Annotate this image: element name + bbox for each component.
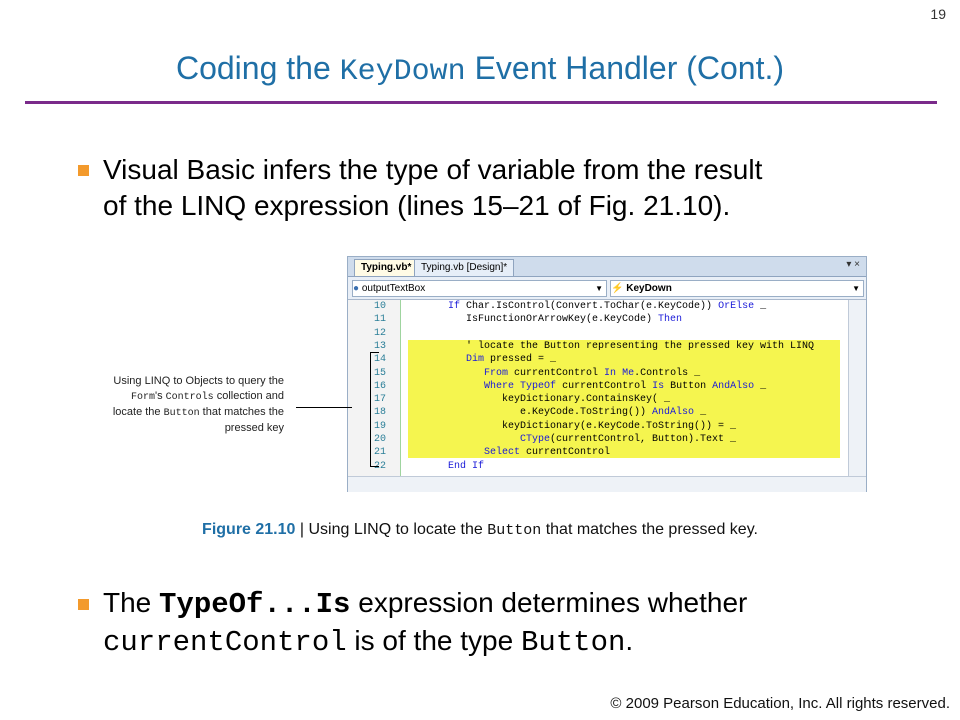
code-line: From currentControl In Me.Controls _ (484, 367, 701, 379)
annotation-code-form: Form (130, 392, 155, 403)
figure-annotation (44, 374, 284, 436)
line-number: 11 (373, 314, 386, 326)
line-number: 20 (373, 434, 386, 445)
code-line: If Char.IsControl(Convert.ToChar(e.KeyCode)) OrElse _ (448, 301, 767, 312)
object-icon: ● (353, 283, 360, 294)
caption-separator: | (295, 521, 309, 538)
editor-tab-bar (348, 257, 866, 277)
event-combo[interactable] (610, 280, 864, 297)
code-area[interactable] (348, 300, 848, 476)
chevron-down-icon: ▼ (595, 284, 603, 293)
annotation-text: that matches the (199, 406, 284, 418)
annotation-line-2 (44, 389, 284, 405)
annotation-text: 's (155, 390, 166, 402)
caption-code: Button (487, 522, 542, 539)
code-line: e.KeyCode.ToString()) AndAlso _ (448, 407, 707, 419)
code-line: IsFunctionOrArrowKey(e.KeyCode) Then (448, 314, 683, 326)
lightning-icon: ⚡ (611, 283, 624, 294)
annotation-text: collection and (213, 390, 284, 402)
bullet-text: is of the type (346, 625, 521, 656)
code-button: Button (520, 626, 626, 659)
code-line: Where TypeOf currentControl Is Button AndAlso _ (484, 380, 767, 392)
code-line: Dim pressed = _ (466, 354, 557, 366)
slide-title (0, 50, 960, 89)
bullet-text: . (625, 625, 634, 656)
caption-text: that matches the pressed key. (541, 521, 758, 538)
line-number: 21 (373, 447, 386, 459)
annotation-bracket (370, 352, 379, 467)
code-line: ' locate the Button representing the pressed key with LINQ (448, 340, 815, 352)
code-line: End If (448, 460, 485, 472)
line-number: 18 (373, 407, 386, 419)
bullet-text: The (103, 587, 160, 618)
line-number: 19 (373, 420, 386, 432)
bullet-1 (103, 152, 943, 224)
bullet-2 (103, 585, 943, 661)
code-line: keyDictionary.ContainsKey( _ (448, 394, 671, 406)
bullet-text: expression determines whether (350, 587, 748, 618)
bullet-marker (78, 599, 89, 610)
page-number: 19 (930, 6, 946, 22)
event-combo-value: KeyDown (626, 283, 672, 294)
code-currentcontrol: currentControl (103, 626, 347, 659)
line-number: 13 (373, 340, 386, 352)
annotation-line-4: pressed key (224, 422, 284, 434)
line-number: 22 (373, 460, 386, 472)
title-pre: Coding the (175, 50, 340, 86)
object-combo-value: outputTextBox (361, 283, 426, 294)
close-icon[interactable]: ▾ × (846, 259, 860, 270)
code-typeof-is: TypeOf...Is (159, 588, 351, 621)
bullet-2-line-2 (103, 623, 943, 661)
line-number: 15 (373, 367, 386, 379)
chevron-down-icon: ▼ (852, 284, 860, 293)
annotation-line-3 (44, 405, 284, 421)
line-number: 10 (373, 301, 386, 312)
bullet-marker (78, 165, 89, 176)
figure-label: Figure 21.10 (202, 521, 296, 538)
annotation-code-button: Button (163, 408, 200, 419)
line-number: 17 (373, 394, 386, 406)
title-divider (25, 101, 937, 104)
vertical-scrollbar[interactable] (848, 300, 866, 476)
code-line: keyDictionary(e.KeyCode.ToString()) = _ (448, 420, 737, 432)
annotation-line-1: Using LINQ to Objects to query the (113, 375, 284, 387)
member-combos (348, 277, 866, 300)
code-editor-screenshot (347, 256, 867, 492)
caption-text: Using LINQ to locate the (308, 521, 488, 538)
tab-typing-vb-design[interactable]: Typing.vb [Design]* (414, 259, 514, 276)
title-code: KeyDown (339, 55, 466, 89)
horizontal-scrollbar[interactable] (348, 476, 866, 492)
annotation-leader-line (296, 407, 352, 408)
bullet-2-line-1 (103, 585, 943, 623)
annotation-code-controls: Controls (165, 392, 214, 403)
tab-typing-vb[interactable]: Typing.vb* (354, 259, 418, 276)
bullet-1-line-1: Visual Basic infers the type of variable from the result (103, 154, 763, 185)
line-number: 16 (373, 380, 386, 392)
figure-caption (0, 521, 960, 539)
code-line: CType(currentControl, Button).Text _ (520, 434, 737, 445)
title-post: Event Handler (Cont.) (465, 50, 785, 86)
annotation-text: locate the (112, 406, 164, 418)
object-combo[interactable] (352, 280, 607, 297)
line-number: 14 (373, 354, 386, 366)
line-number: 12 (373, 327, 386, 339)
bullet-1-line-2: of the LINQ expression (lines 15–21 of Fig. 21.10). (103, 190, 731, 221)
code-line: Select currentControl (484, 447, 611, 459)
copyright-notice: © 2009 Pearson Education, Inc. All rights reserved. (610, 695, 950, 712)
